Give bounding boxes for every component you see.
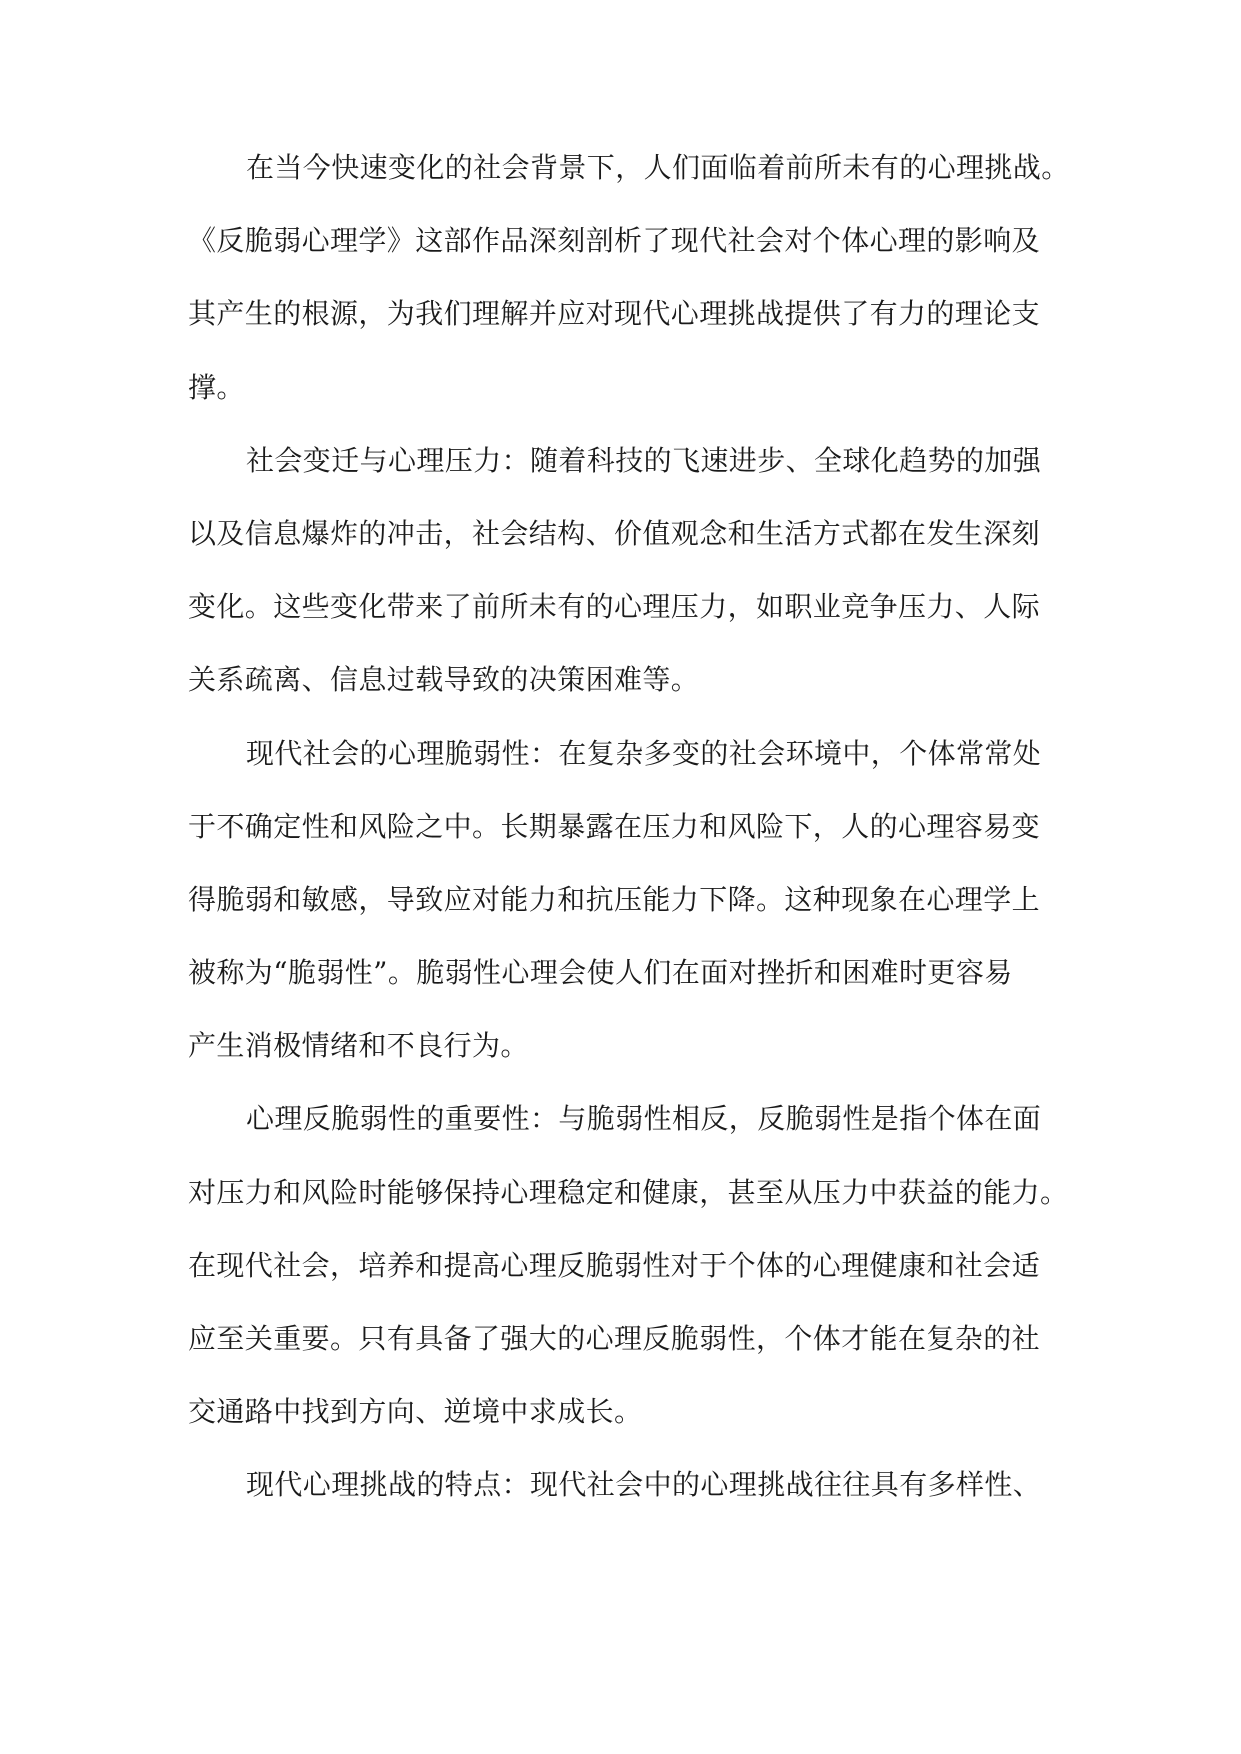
text-line: 《反脆弱心理学》这部作品深刻剖析了现代社会对个体心理的影响及 <box>188 224 1041 258</box>
text-line: 在现代社会，培养和提高心理反脆弱性对于个体的心理健康和社会适 <box>188 1248 1041 1282</box>
text-line: 其产生的根源，为我们理解并应对现代心理挑战提供了有力的理论支 <box>188 297 1041 331</box>
text-line: 变化。这些变化带来了前所未有的心理压力，如职业竞争压力、人际 <box>188 590 1041 624</box>
text-line: 产生消极情绪和不良行为。 <box>188 1029 529 1063</box>
text-line: 对压力和风险时能够保持心理稳定和健康，甚至从压力中获益的能力。 <box>188 1175 1069 1209</box>
body-text <box>188 146 1068 1537</box>
text-line: 撑。 <box>188 370 245 404</box>
text-line: 被称为“脆弱性”。脆弱性心理会使人们在面对挫折和困难时更容易 <box>188 956 1013 990</box>
text-line: 交通路中找到方向、逆境中求成长。 <box>188 1395 643 1429</box>
paragraph-first-line: 现代社会的心理脆弱性：在复杂多变的社会环境中，个体常常处 <box>246 736 1042 770</box>
text-line: 得脆弱和敏感，导致应对能力和抗压能力下降。这种现象在心理学上 <box>188 882 1041 916</box>
paragraph-first-line: 在当今快速变化的社会背景下，人们面临着前所未有的心理挑战。 <box>246 151 1070 184</box>
text-line: 应至关重要。只有具备了强大的心理反脆弱性，个体才能在复杂的社 <box>188 1322 1041 1355</box>
paragraph-first-line: 社会变迁与心理压力：随着科技的飞速进步、全球化趋势的加强 <box>246 443 1042 477</box>
paragraph-first-line: 心理反脆弱性的重要性：与脆弱性相反，反脆弱性是指个体在面 <box>246 1102 1042 1136</box>
text-line: 关系疏离、信息过载导致的决策困难等。 <box>188 663 700 697</box>
text-line: 以及信息爆炸的冲击，社会结构、价值观念和生活方式都在发生深刻 <box>188 516 1041 550</box>
text-line: 于不确定性和风险之中。长期暴露在压力和风险下，人的心理容易变 <box>188 809 1041 843</box>
paragraph-first-line: 现代心理挑战的特点：现代社会中的心理挑战往往具有多样性、 <box>246 1468 1042 1502</box>
